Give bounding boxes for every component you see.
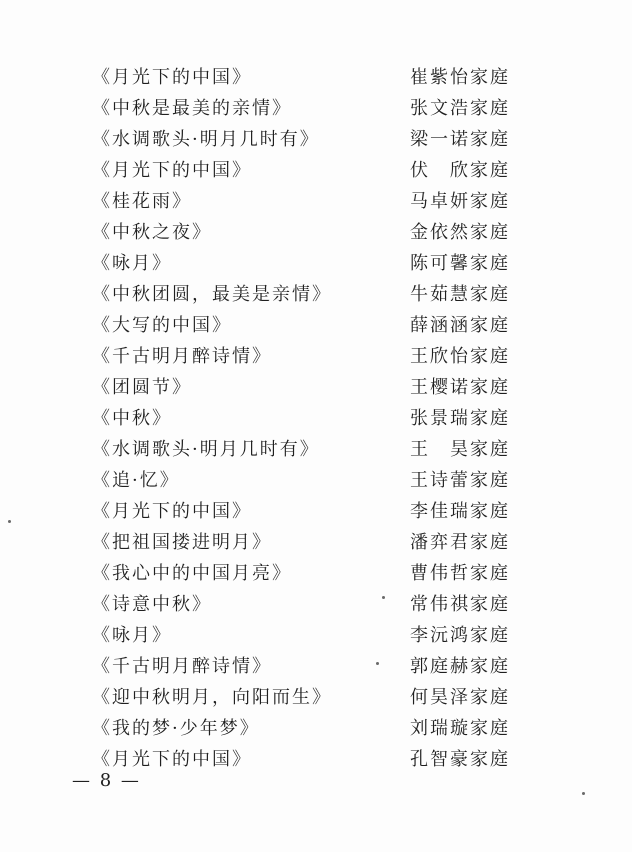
- family-name: 孔智豪家庭: [410, 749, 510, 770]
- list-item: [92, 403, 512, 434]
- work-title: 《追·忆》: [92, 470, 180, 491]
- work-title: 《月光下的中国》: [92, 749, 252, 770]
- work-title: 《团圆节》: [92, 377, 192, 398]
- list-item: [92, 341, 512, 372]
- family-name: 李沅鸿家庭: [410, 625, 510, 646]
- work-title: 《中秋是最美的亲情》: [92, 98, 292, 119]
- work-title: 《千古明月醉诗情》: [92, 656, 272, 677]
- family-name: 王欣怡家庭: [410, 346, 510, 367]
- scan-speck: [382, 596, 385, 599]
- work-title: 《我心中的中国月亮》: [92, 563, 292, 584]
- work-title: 《千古明月醉诗情》: [92, 346, 272, 367]
- work-title: 《咏月》: [92, 253, 172, 274]
- list-item: [92, 713, 512, 744]
- family-name: 陈可馨家庭: [410, 253, 510, 274]
- family-name: 崔紫怡家庭: [410, 67, 510, 88]
- list-item: [92, 217, 512, 248]
- list-item: [92, 496, 512, 527]
- scan-speck: [376, 662, 379, 665]
- family-name: 马卓妍家庭: [410, 191, 510, 212]
- family-name: 王樱诺家庭: [410, 377, 510, 398]
- work-title: 《水调歌头·明月几时有》: [92, 129, 320, 150]
- list-item: [92, 310, 512, 341]
- family-name: 伏 欣家庭: [410, 160, 510, 181]
- work-title: 《中秋》: [92, 408, 172, 429]
- family-name: 金依然家庭: [410, 222, 510, 243]
- family-name: 牛茹慧家庭: [410, 284, 510, 305]
- work-title: 《我的梦·少年梦》: [92, 718, 260, 739]
- list-item: [92, 155, 512, 186]
- list-item: [92, 744, 512, 775]
- work-title: 《咏月》: [92, 625, 172, 646]
- list-item: [92, 372, 512, 403]
- family-name: 张景瑞家庭: [410, 408, 510, 429]
- work-title: 《大写的中国》: [92, 315, 232, 336]
- family-name: 李佳瑞家庭: [410, 501, 510, 522]
- list-item: [92, 589, 512, 620]
- list-item: [92, 527, 512, 558]
- family-name: 常伟祺家庭: [410, 594, 510, 615]
- list-item: [92, 558, 512, 589]
- family-name: 梁一诺家庭: [410, 129, 510, 150]
- list-item: [92, 651, 512, 682]
- work-title: 《诗意中秋》: [92, 594, 212, 615]
- family-name: 刘瑞璇家庭: [410, 718, 510, 739]
- family-name: 曹伟哲家庭: [410, 563, 510, 584]
- list-item: [92, 93, 512, 124]
- family-name: 薛涵涵家庭: [410, 315, 510, 336]
- list-item: [92, 465, 512, 496]
- work-title: 《把祖国搂进明月》: [92, 532, 272, 553]
- family-name: 张文浩家庭: [410, 98, 510, 119]
- page-number: — 8 —: [72, 770, 141, 791]
- work-title: 《迎中秋明月，向阳而生》: [92, 687, 332, 708]
- family-name: 潘弈君家庭: [410, 532, 510, 553]
- work-title: 《中秋之夜》: [92, 222, 212, 243]
- family-name: 王诗蕾家庭: [410, 470, 510, 491]
- list-item: [92, 434, 512, 465]
- work-title: 《月光下的中国》: [92, 160, 252, 181]
- scan-speck: [8, 520, 11, 523]
- family-name: 王 昊家庭: [410, 439, 510, 460]
- list-item: [92, 620, 512, 651]
- entry-list: [92, 62, 512, 775]
- list-item: [92, 682, 512, 713]
- list-item: [92, 62, 512, 93]
- list-item: [92, 248, 512, 279]
- family-name: 何昊泽家庭: [410, 687, 510, 708]
- scan-speck: [582, 792, 585, 795]
- work-title: 《月光下的中国》: [92, 67, 252, 88]
- list-item: [92, 279, 512, 310]
- work-title: 《月光下的中国》: [92, 501, 252, 522]
- list-item: [92, 186, 512, 217]
- work-title: 《中秋团圆，最美是亲情》: [92, 284, 332, 305]
- list-item: [92, 124, 512, 155]
- work-title: 《水调歌头·明月几时有》: [92, 439, 320, 460]
- family-name: 郭庭赫家庭: [410, 656, 510, 677]
- work-title: 《桂花雨》: [92, 191, 192, 212]
